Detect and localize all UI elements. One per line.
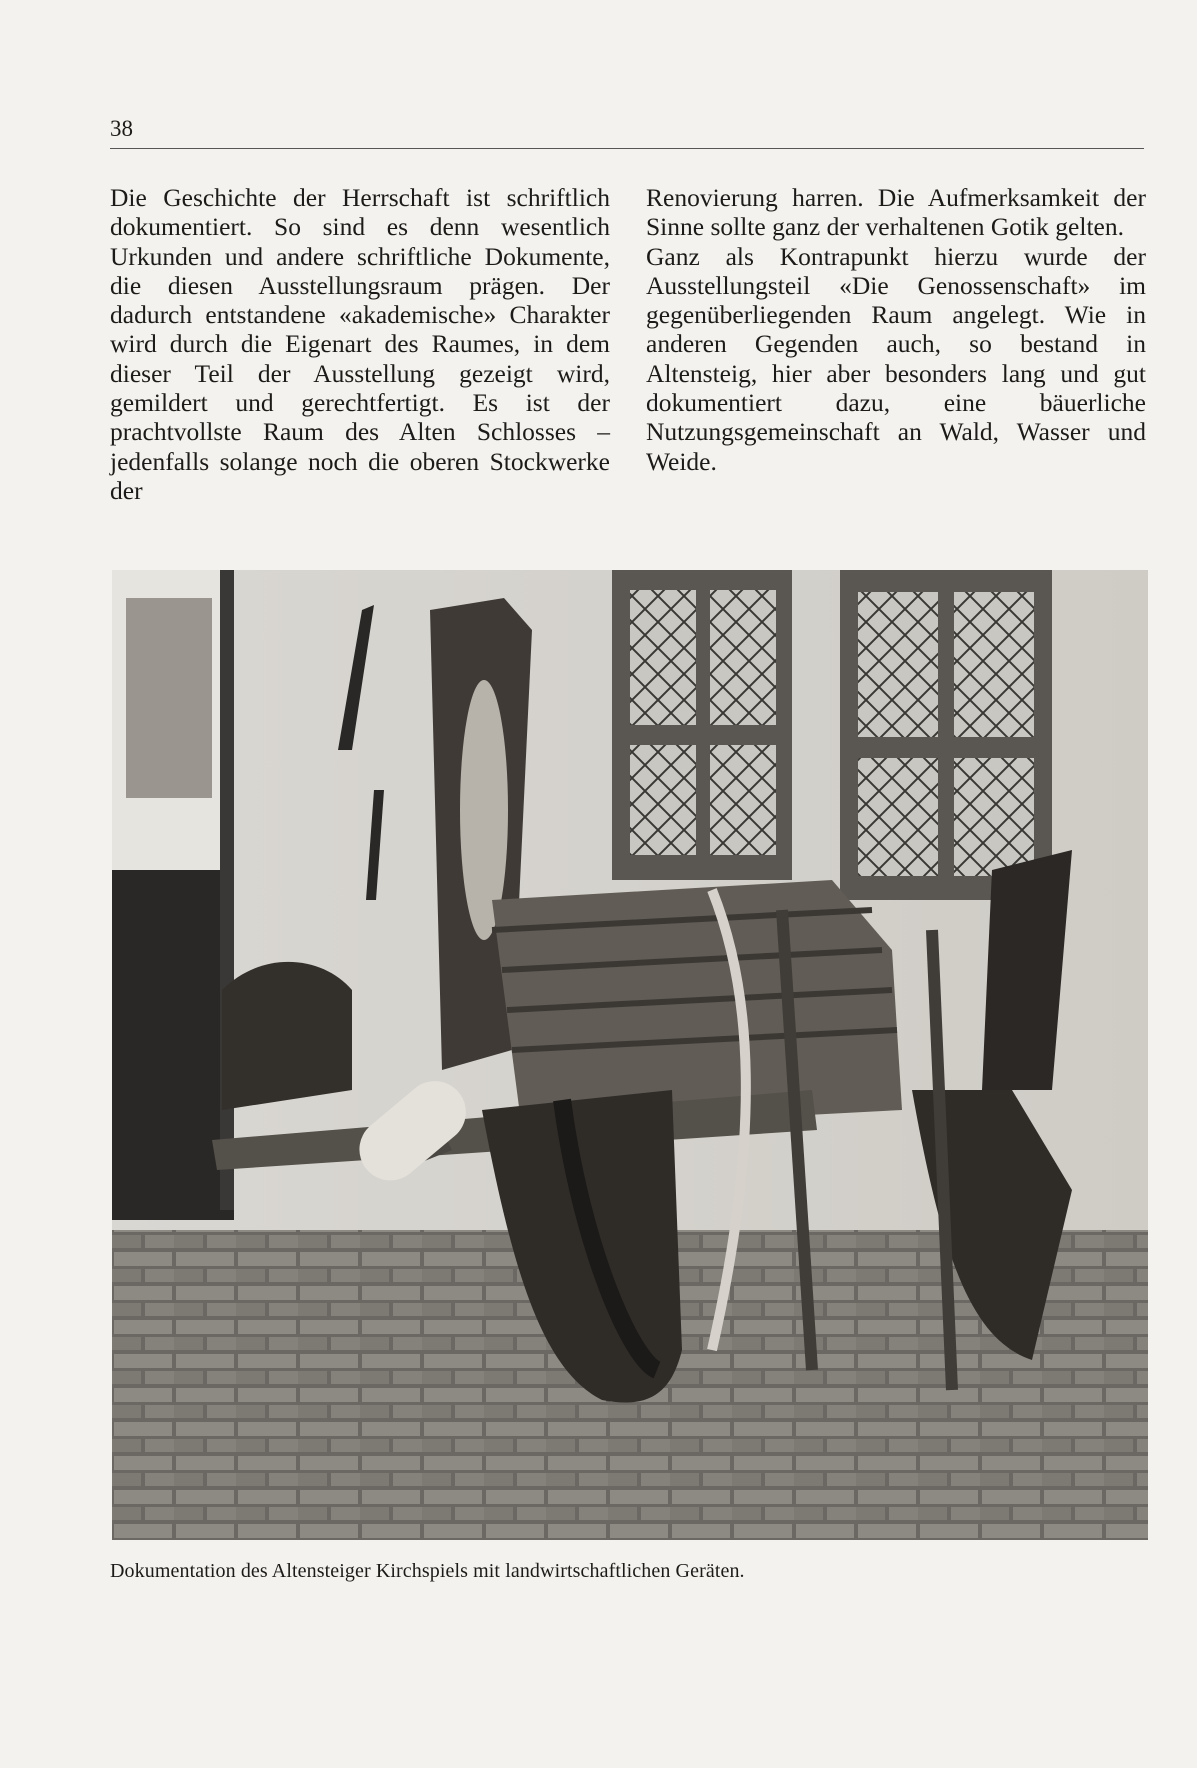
exhibition-photo (112, 570, 1148, 1540)
text-column-left (110, 183, 610, 505)
text-column-right (646, 183, 1146, 476)
exhibition-photo-drawing (112, 570, 1148, 1540)
header-rule (110, 148, 1144, 149)
paragraph-left: Die Geschichte der Herrschaft ist schriftlich dokumentiert. So sind es denn wesentlich Urkunden und andere schriftliche Dokumente, die diesen Ausstellungsraum prägen. Der dadurch entstandene «akademische» Charakter wird durch die Eigenart des Raumes, in dem dieser Teil der Ausstellung gezeigt wird, gemildert und gerechtfertigt. Es ist der prachtvollste Raum des Alten Schlosses – jedenfalls solange noch die oberen Stockwerke der (110, 183, 610, 505)
paragraph-right-2: Ganz als Kontrapunkt hierzu wurde der Ausstellungsteil «Die Genossenschaft» im gegenüberliegenden Raum angelegt. Wie in anderen Gegenden auch, so bestand in Altensteig, hier aber besonders lang und gut dokumentiert dazu, eine bäuerliche Nutzungsgemeinschaft an Wald, Wasser und Weide. (646, 241, 1146, 476)
page-number: 38 (110, 116, 133, 141)
paragraph-right-1: Renovierung harren. Die Aufmerksamkeit der Sinne sollte ganz der verhaltenen Gotik gelten. (646, 183, 1146, 242)
figure-caption: Dokumentation des Altensteiger Kirchspiels mit landwirtschaftlichen Geräten. (110, 1560, 745, 1582)
